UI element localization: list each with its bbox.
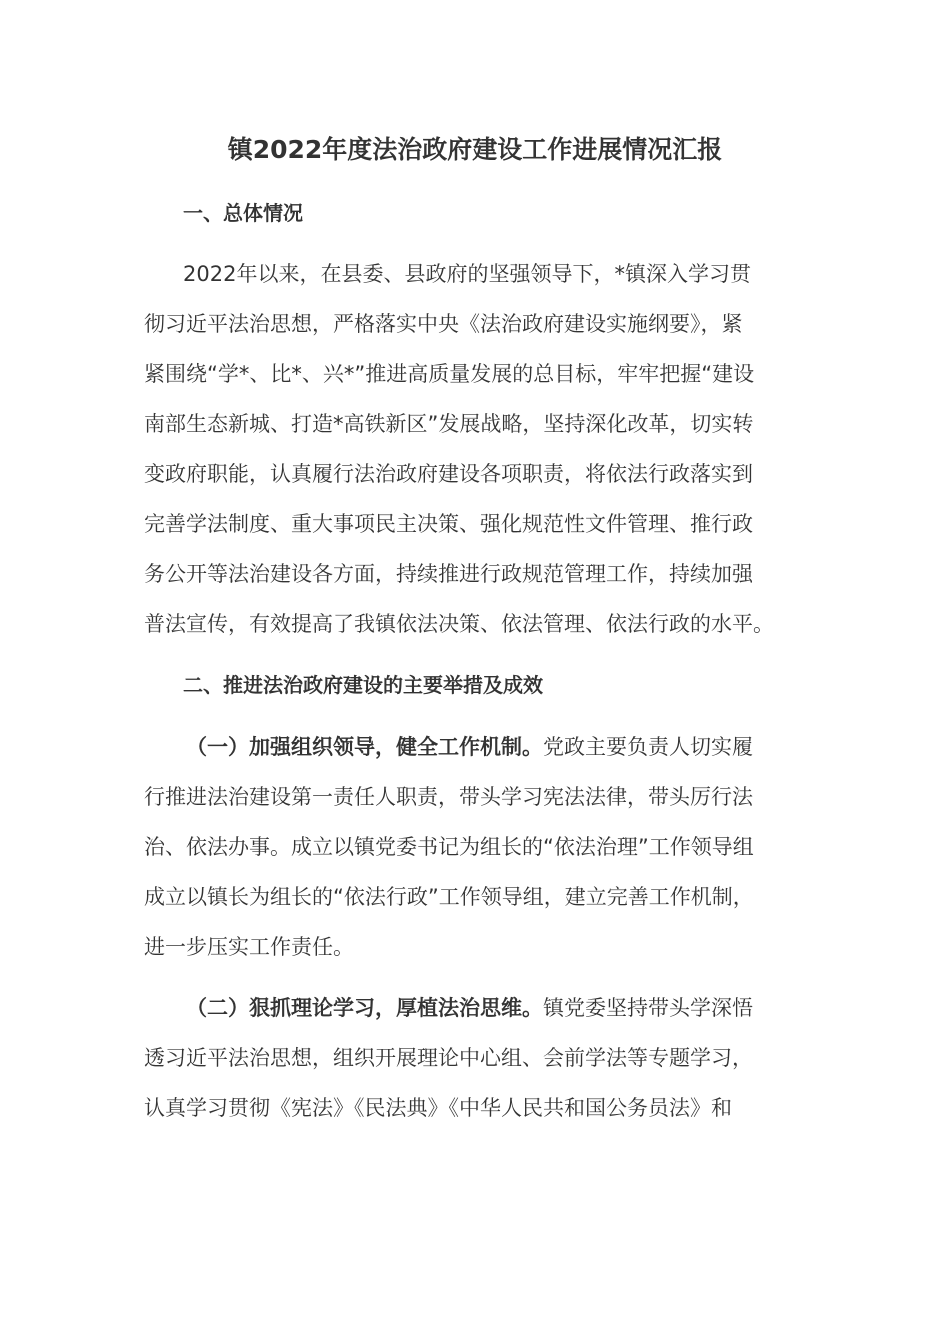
paragraph-line: 认真学习贯彻《宪法》《民法典》《中华人民共和国公务员法》和	[144, 1096, 732, 1120]
document-title: 镇2022年度法治政府建设工作进展情况汇报	[227, 135, 723, 164]
subsection-first-text: 党政主要负责人切实履	[543, 735, 753, 759]
paragraph-line: 进一步压实工作责任。	[144, 935, 354, 959]
paragraph-line: 2022年以来，在县委、县政府的坚强领导下，*镇深入学习贯	[183, 262, 751, 286]
paragraph-line: 紧围绕“学*、比*、兴*”推进高质量发展的总目标，牢牢把握“建设	[144, 362, 755, 386]
paragraph-line: 成立以镇长为组长的“依法行政”工作领导组，建立完善工作机制，	[144, 885, 754, 909]
subsection-heading-study: （二）狠抓理论学习，厚植法治思维。	[186, 996, 543, 1020]
paragraph-line: 彻习近平法治思想，严格落实中央《法治政府建设实施纲要》，紧	[144, 312, 743, 336]
paragraph-line: 普法宣传，有效提高了我镇依法决策、依法管理、依法行政的水平。	[144, 612, 774, 636]
paragraph-line: 治、依法办事。成立以镇党委书记为组长的“依法治理”工作领导组	[144, 835, 754, 859]
paragraph-line: 完善学法制度、重大事项民主决策、强化规范性文件管理、推行政	[144, 512, 753, 536]
subsection-first-line	[186, 727, 753, 767]
section-heading-measures: 二、推进法治政府建设的主要举措及成效	[183, 673, 543, 697]
subsection-first-line	[186, 988, 753, 1028]
paragraph-line: 透习近平法治思想，组织开展理论中心组、会前学法等专题学习，	[144, 1046, 753, 1070]
paragraph-line: 南部生态新城、打造*高铁新区”发展战略，坚持深化改革，切实转	[144, 412, 754, 436]
paragraph-line: 行推进法治建设第一责任人职责，带头学习宪法法律，带头厉行法	[144, 785, 753, 809]
section-heading-overview: 一、总体情况	[183, 201, 303, 225]
subsection-first-text: 镇党委坚持带头学深悟	[543, 996, 753, 1020]
paragraph-line: 变政府职能，认真履行法治政府建设各项职责，将依法行政落实到	[144, 462, 753, 486]
paragraph-line: 务公开等法治建设各方面，持续推进行政规范管理工作，持续加强	[144, 562, 753, 586]
subsection-heading-organization: （一）加强组织领导，健全工作机制。	[186, 735, 543, 759]
